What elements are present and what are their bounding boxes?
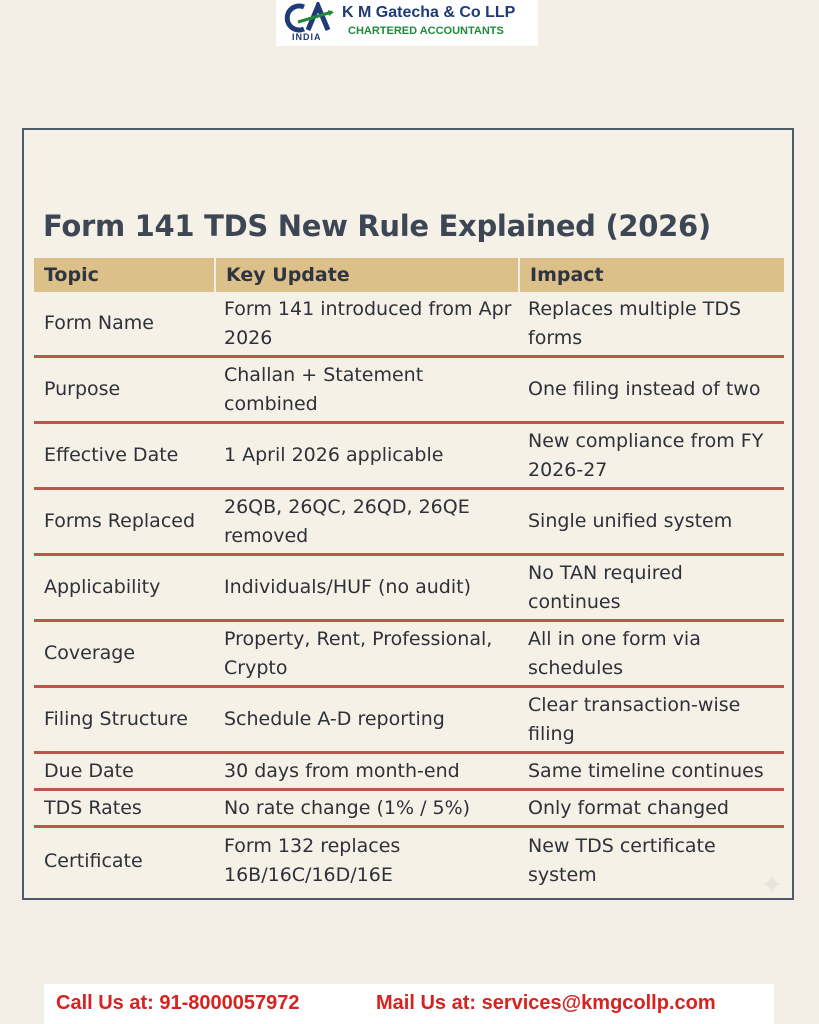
table-row bbox=[34, 556, 784, 622]
cell-update: 26QB, 26QC, 26QD, 26QE removed bbox=[224, 495, 470, 547]
mail-link[interactable]: Mail Us at: services@kmgcollp.com bbox=[376, 992, 716, 1014]
table-row bbox=[34, 292, 784, 358]
cell-impact: All in one form via schedules bbox=[528, 627, 701, 679]
page-title: Form 141 TDS New Rule Explained (2026) bbox=[43, 209, 711, 243]
cell-topic: Forms Replaced bbox=[44, 510, 196, 532]
cell-impact: Only format changed bbox=[528, 796, 729, 819]
cell-update: No rate change (1% / 5%) bbox=[224, 796, 471, 819]
table-row bbox=[34, 688, 784, 754]
header-impact: Impact bbox=[518, 258, 784, 292]
header-topic: Topic bbox=[44, 264, 99, 286]
cell-update: Individuals/HUF (no audit) bbox=[224, 576, 471, 598]
table-row bbox=[34, 791, 784, 828]
firm-tagline: CHARTERED ACCOUNTANTS bbox=[348, 25, 504, 37]
header-key-update: Key Update bbox=[214, 258, 518, 292]
cell-topic: Applicability bbox=[44, 576, 161, 598]
call-link[interactable]: Call Us at: 91-8000057972 bbox=[56, 992, 300, 1014]
cell-topic: Purpose bbox=[44, 378, 121, 400]
firm-name: K M Gatecha & Co LLP bbox=[342, 4, 516, 21]
cell-impact: One filing instead of two bbox=[528, 378, 761, 400]
cell-impact: Clear transaction-wise filing bbox=[528, 693, 741, 745]
cell-update: Schedule A-D reporting bbox=[224, 708, 445, 730]
table-row bbox=[34, 490, 784, 556]
cell-topic: Filing Structure bbox=[44, 708, 188, 730]
cell-topic: Effective Date bbox=[44, 444, 179, 466]
table-row bbox=[34, 424, 784, 490]
cell-impact: Replaces multiple TDS forms bbox=[528, 297, 742, 349]
cell-impact: Single unified system bbox=[528, 510, 733, 532]
firm-logo-banner bbox=[276, 0, 538, 46]
table-row bbox=[34, 828, 784, 894]
cell-update: Form 141 introduced from Apr 2026 bbox=[224, 297, 512, 349]
cell-topic: Coverage bbox=[44, 642, 136, 664]
ca-logo-graphic bbox=[284, 2, 340, 34]
cell-impact: Same timeline continues bbox=[528, 759, 764, 782]
table-header bbox=[34, 258, 784, 292]
cell-topic: Due Date bbox=[44, 759, 134, 782]
cell-update: Form 132 replaces 16B/16C/16D/16E bbox=[224, 835, 401, 886]
logo-country-label: INDIA bbox=[292, 32, 322, 42]
cell-impact: New TDS certificate system bbox=[528, 835, 716, 886]
cell-topic: Form Name bbox=[44, 312, 154, 334]
table-row bbox=[34, 754, 784, 791]
cell-update: Property, Rent, Professional, Crypto bbox=[224, 627, 493, 679]
cell-impact: No TAN required continues bbox=[528, 561, 683, 613]
cell-update: 1 April 2026 applicable bbox=[224, 444, 444, 466]
ca-logo-icon bbox=[284, 2, 340, 44]
contact-footer bbox=[44, 984, 774, 1024]
cell-impact: New compliance from FY 2026-27 bbox=[528, 429, 764, 481]
cell-topic: TDS Rates bbox=[44, 796, 142, 819]
tds-table bbox=[34, 258, 784, 894]
cell-update: Challan + Statement combined bbox=[224, 363, 424, 415]
cell-topic: Certificate bbox=[44, 849, 143, 872]
table-row bbox=[34, 358, 784, 424]
table-row bbox=[34, 622, 784, 688]
cell-update: 30 days from month-end bbox=[224, 759, 460, 782]
sparkle-icon: ✦ bbox=[760, 868, 784, 901]
